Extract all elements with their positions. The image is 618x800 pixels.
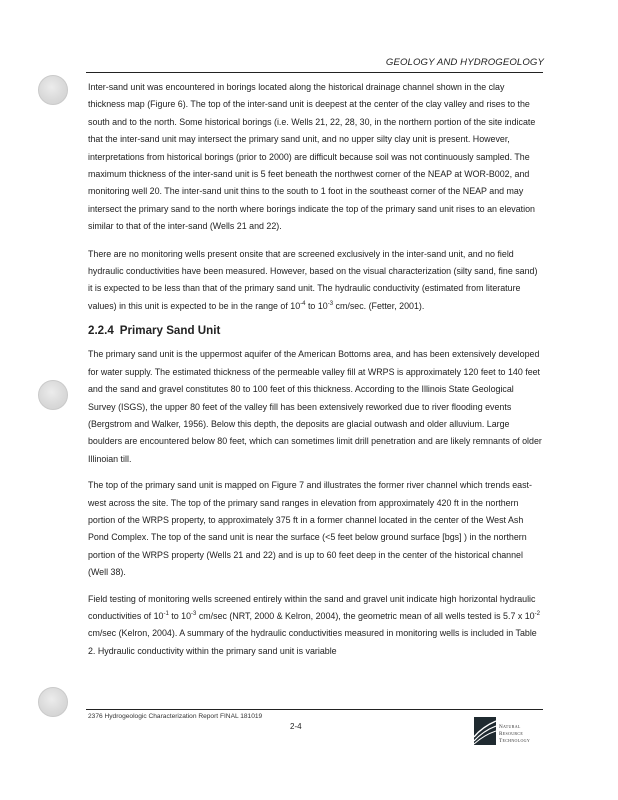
exponent: -3 [191,611,197,617]
exponent: -3 [327,300,334,307]
text-run: Field testing of monitoring wells screened entirely within the sand and gravel unit indicate high horizontal hydraulic conductivities of 10 [88,593,536,621]
binder-hole [38,380,68,410]
running-header: GEOLOGY AND HYDROGEOLOGY [385,57,544,68]
header-rule [86,72,543,73]
logo-line: Technology [499,738,531,744]
text-run: cm/sec. (Fetter, 2001). [333,300,425,311]
exponent: -2 [534,611,540,617]
company-logo [474,717,544,749]
paragraph-primary-sand-top: The top of the primary sand unit is mapped on Figure 7 and illustrates the former river channel which trends east-west across the site. The top of the primary sand ranges in elevation from approximately 420 ft in the northern portion of the WRPS property, to approximately 375 ft in a former channel located in the center of the West Ash Pond Complex. The top of the sand unit is near the surface (<5 feet below ground surface [bgs] ) in the northern portion of the WRPS property (Wells 21 and 22) and is up to 60 feet deep in the center of the historical channel (Well 38). [88,480,532,578]
paragraph-inter-sand-extent: Inter-sand unit was encountered in borings located along the historical drainage channel shown in the clay thickness map (Figure 6). The top of the inter-sand unit is deepest at the center of the clay valley and rises to the south and to the north. Some historical borings (i.e. Wells 21, 22, 28, 30, in the northern portion of the site indicate that the inter-sand unit may intersect the primary sand unit, and no upper silty clay unit is present. However, interpretations from historical borings (prior to 2000) are difficult because soil was not continuously sampled. The maximum thickness of the inter-sand unit is 5 feet beneath the northwest corner of the NEAP at WOR-B002, and monitoring well 20. The inter-sand unit thins to the south to 1 foot in the southeast corner of the NEAP and may intersect the primary sand to the north where borings indicate the top of the primary sand unit rises to an elevation similar to that of the inter-sand (Wells 21 and 22). [88,82,536,232]
logo-line: Natural [499,724,521,730]
text-run: There are no monitoring wells present onsite that are screened exclusively in the inter-sand unit, and no field hydraulic conductivities have been measured. However, based on the visual characterization (silty sand, fine sand) it is expected to be less than that of the primary sand unit. The hydraulic conductivity (estimated from literature values) in this unit is expected to be in the range of 10 [88,248,538,311]
paragraph-field-testing [88,591,543,661]
text-run: cm/sec (NRT, 2000 & Kelron, 2004), the geometric mean of all wells tested is 5.7 x 10 [196,610,535,621]
exponent: -4 [300,300,306,307]
binder-hole [38,687,68,717]
logo-mark-icon [474,717,496,745]
footer-document-id: 2376 Hydrogeologic Characterization Report FINAL 181019 [88,713,263,720]
body-content [88,79,543,660]
exponent: -1 [163,611,169,617]
page-number: 2-4 [290,722,302,731]
section-heading [88,324,543,337]
text-run: to 10 [305,300,328,311]
paragraph-inter-sand-conductivity [88,246,543,316]
text-run: cm/sec (Kelron, 2004). A summary of the hydraulic conductivities measured in monitoring wells is included in Table 2. Hydraulic conductivity within the primary sand unit is variable [88,628,537,656]
paragraph-primary-sand-overview: The primary sand unit is the uppermost aquifer of the American Bottoms area, and has been extensively developed for water supply. The estimated thickness of the permeable valley fill at WRPS is approximately 120 feet to 140 feet and the sand and gravel constitutes 80 to 100 feet of this thickness. According to the Illinois State Geological Survey (ISGS), the upper 80 feet of the valley fill has been extensively reworked due to river flooding events (Bergstrom and Walker, 1956). Below this depth, the deposits are glacial outwash and older alluvium. Large boulders are encountered below 80 feet, which can sometimes limit drill penetration and are likely remnants of older Illinoian till. [88,349,542,464]
text-run: to 10 [168,610,192,621]
section-title: Primary Sand Unit [119,324,221,338]
binder-hole [38,75,68,105]
footer-rule [86,709,543,710]
section-number: 2.2.4 [88,324,114,338]
logo-line: Resource [499,731,524,737]
logo-wordmark [499,724,530,745]
